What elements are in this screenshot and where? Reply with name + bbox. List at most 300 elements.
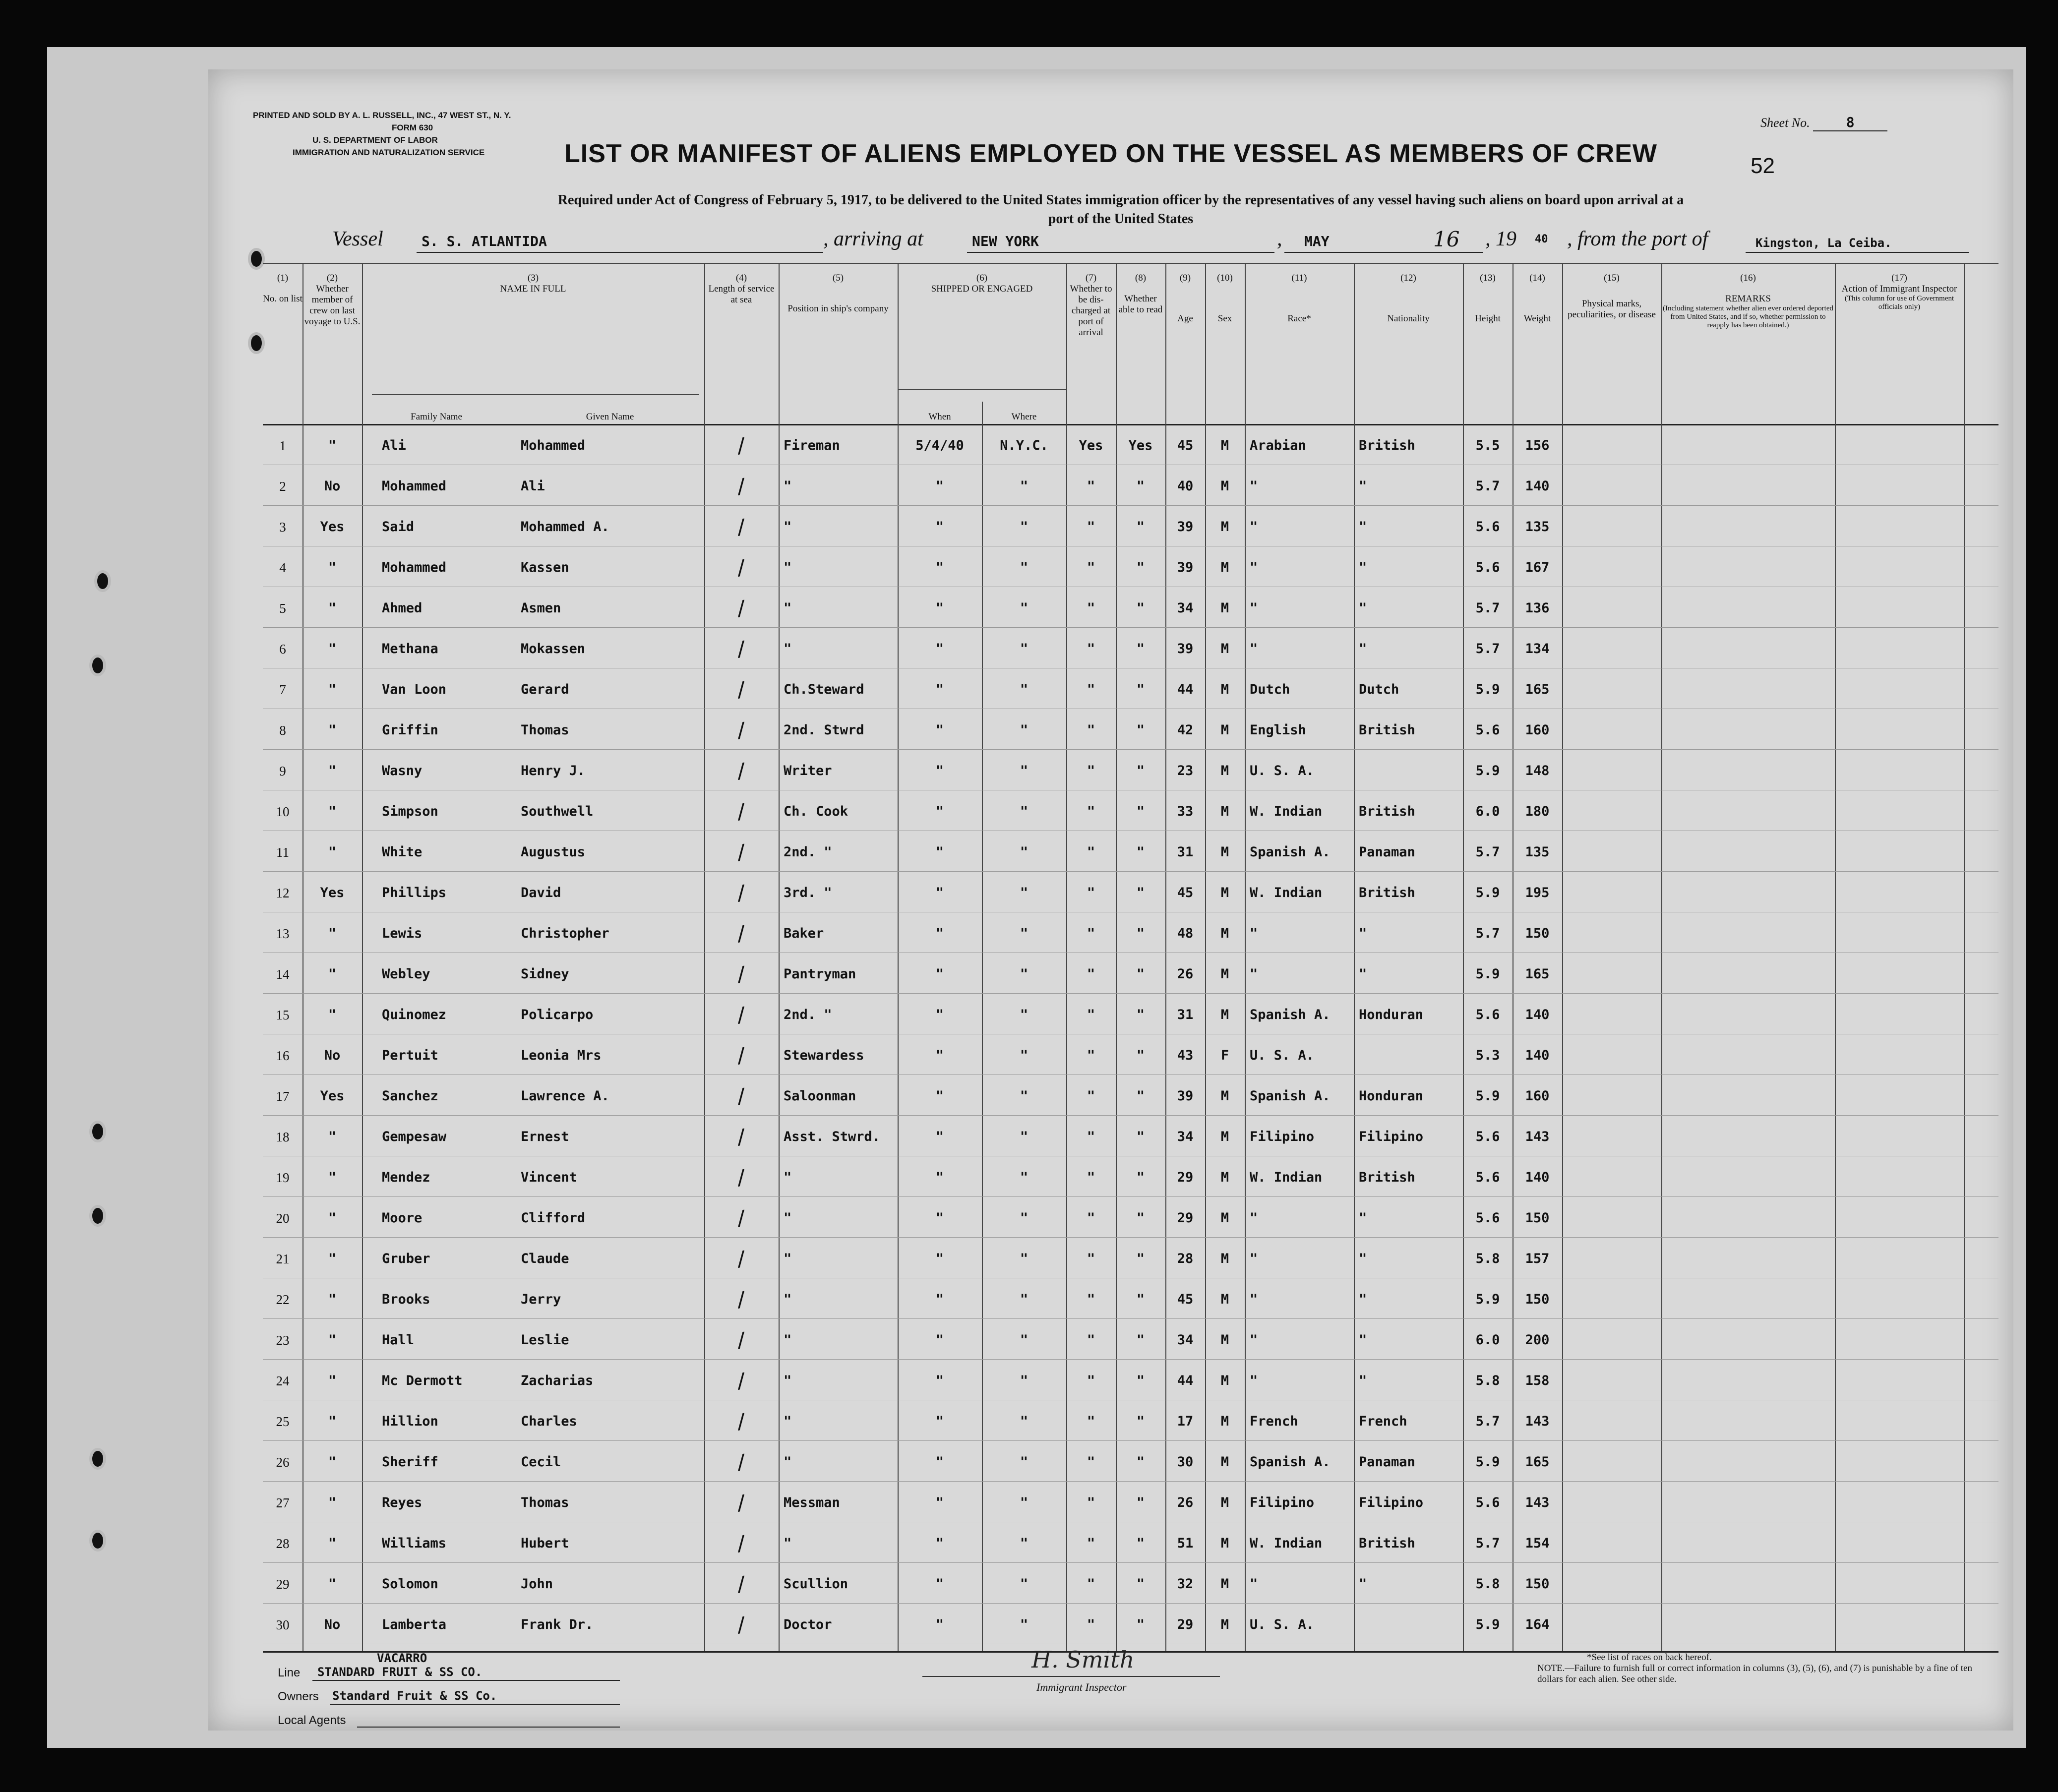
- col-6-header: (6) SHIPPED OR ENGAGED: [931, 273, 1033, 294]
- table-row: [263, 1199, 1998, 1238]
- cell-position: ": [784, 1251, 792, 1266]
- col-9-header: (9) Age: [1177, 273, 1193, 324]
- cell-no: 10: [276, 804, 290, 819]
- cell-age: 48: [1177, 926, 1194, 941]
- cell-weight: 143: [1525, 1414, 1550, 1429]
- cell-read: ": [1136, 763, 1145, 778]
- cell-given: Thomas: [521, 1495, 569, 1510]
- cell-family: Sheriff: [382, 1454, 438, 1470]
- line-value-top: VACARRO: [377, 1651, 427, 1665]
- cell-no: 3: [279, 520, 286, 535]
- cell-age: 29: [1177, 1170, 1194, 1185]
- cell-prev: ": [328, 560, 337, 575]
- table-row: [263, 1077, 1998, 1116]
- col-6a-header: When: [928, 412, 951, 422]
- cell-race: U. S. A.: [1250, 1617, 1315, 1632]
- arriving-value: NEW YORK: [972, 233, 1039, 249]
- cell-nationality: ": [1359, 1292, 1367, 1307]
- cell-sex: M: [1220, 682, 1229, 697]
- table-row: [263, 589, 1998, 628]
- cell-race: French: [1250, 1414, 1298, 1429]
- cell-when: ": [935, 1048, 944, 1063]
- cell-race: ": [1250, 1373, 1258, 1388]
- cell-where: ": [1020, 1414, 1029, 1429]
- cell-when: ": [935, 1088, 944, 1104]
- cell-height: 5.8: [1475, 1373, 1500, 1388]
- owners-label: Owners: [278, 1690, 319, 1703]
- cell-age: 43: [1177, 1048, 1194, 1063]
- punch-hole: [89, 1448, 106, 1470]
- cell-nationality: [1359, 1036, 1463, 1075]
- cell-race: W. Indian: [1250, 804, 1323, 819]
- cell-when: ": [935, 600, 944, 616]
- cell-when: ": [935, 1170, 944, 1185]
- col-13-header: (13) Height: [1475, 273, 1501, 324]
- cell-where: ": [1020, 682, 1029, 697]
- cell-age: 51: [1177, 1536, 1194, 1551]
- cell-read: ": [1136, 1536, 1145, 1551]
- cell-service: /: [733, 1043, 749, 1068]
- cell-weight: 140: [1525, 478, 1550, 494]
- cell-weight: 200: [1525, 1332, 1550, 1348]
- table-row: [263, 792, 1998, 831]
- printer-line-2: FORM 630: [392, 123, 433, 132]
- cell-race: ": [1250, 1292, 1258, 1307]
- cell-where: ": [1020, 1536, 1029, 1551]
- cell-no: 16: [276, 1048, 290, 1063]
- vessel-name: S. S. ATLANTIDA: [422, 233, 547, 249]
- cell-discharged: ": [1087, 1170, 1095, 1185]
- cell-given: Southwell: [521, 804, 594, 819]
- cell-no: 28: [276, 1536, 290, 1551]
- cell-discharged: ": [1087, 560, 1095, 575]
- cell-position: ": [784, 641, 792, 657]
- cell-race: U. S. A.: [1250, 763, 1315, 778]
- cell-read: ": [1136, 1170, 1145, 1185]
- cell-family: Gempesaw: [382, 1129, 447, 1144]
- cell-when: 5/4/40: [915, 438, 964, 453]
- cell-family: Methana: [382, 641, 438, 657]
- cell-given: Mohammed: [521, 438, 586, 453]
- cell-nationality: [1359, 752, 1463, 790]
- cell-position: ": [784, 1536, 792, 1551]
- cell-given: Frank Dr.: [521, 1617, 594, 1632]
- cell-when: ": [935, 1414, 944, 1429]
- cell-when: ": [935, 1332, 944, 1348]
- cell-race: Filipino: [1250, 1129, 1315, 1144]
- cell-no: 9: [279, 764, 286, 778]
- fine-note: NOTE.—Failure to furnish full or correct information in columns (3), (5), (6), and (7) is punishable by a fine of ten dollars for each alien. See other side.: [1537, 1663, 1972, 1684]
- table-row: [263, 711, 1998, 750]
- cell-service: /: [733, 1613, 749, 1637]
- cell-family: Wasny: [382, 763, 423, 778]
- vessel-label: Vessel: [332, 228, 383, 250]
- cell-given: Ernest: [521, 1129, 569, 1144]
- punch-hole: [89, 1121, 106, 1142]
- sheet-number: [1760, 114, 1887, 131]
- cell-nationality: Honduran: [1359, 1088, 1424, 1104]
- cell-service: /: [733, 759, 749, 783]
- cell-position: Doctor: [784, 1617, 832, 1632]
- cell-where: N.Y.C.: [1000, 438, 1048, 453]
- cell-race: Spanish A.: [1250, 1088, 1331, 1104]
- cell-age: 45: [1177, 438, 1194, 453]
- cell-nationality: British: [1359, 885, 1415, 900]
- cell-service: /: [733, 515, 749, 539]
- cell-age: 31: [1177, 844, 1194, 860]
- cell-no: 15: [276, 1008, 290, 1022]
- cell-when: ": [935, 560, 944, 575]
- cell-age: 29: [1177, 1210, 1194, 1226]
- cell-prev: ": [328, 1251, 337, 1266]
- cell-position: ": [784, 1373, 792, 1388]
- cell-height: 5.7: [1475, 1414, 1500, 1429]
- cell-when: ": [935, 1536, 944, 1551]
- cell-prev: ": [328, 1210, 337, 1226]
- cell-service: /: [733, 596, 749, 621]
- cell-discharged: ": [1087, 682, 1095, 697]
- cell-service: /: [733, 1084, 749, 1109]
- cell-discharged: ": [1087, 1332, 1095, 1348]
- cell-where: ": [1020, 966, 1029, 982]
- cell-nationality: Panaman: [1359, 844, 1415, 860]
- cell-no: 22: [276, 1292, 290, 1307]
- cell-weight: 164: [1525, 1617, 1550, 1632]
- cell-where: ": [1020, 1373, 1029, 1388]
- cell-where: ": [1020, 1292, 1029, 1307]
- cell-height: 5.8: [1475, 1576, 1500, 1592]
- cell-prev: ": [328, 1576, 337, 1592]
- cell-family: Simpson: [382, 804, 438, 819]
- cell-age: 26: [1177, 1495, 1194, 1510]
- col-2-header: (2) Whether member of crew on last voyage to U.S.: [304, 273, 361, 327]
- cell-nationality: British: [1359, 1536, 1415, 1551]
- cell-position: ": [784, 519, 792, 535]
- cell-race: ": [1250, 641, 1258, 657]
- table-row: [263, 1362, 1998, 1400]
- cell-service: /: [733, 881, 749, 905]
- cell-sex: M: [1220, 885, 1229, 900]
- cell-discharged: ": [1087, 1617, 1095, 1632]
- col-15-header: (15) Physical marks, peculiarities, or disease: [1568, 273, 1656, 320]
- cell-race: ": [1250, 519, 1258, 535]
- cell-sex: M: [1220, 641, 1229, 657]
- cell-service: /: [733, 1247, 749, 1271]
- arriving-label: , arriving at: [823, 228, 923, 250]
- cell-family: White: [382, 844, 423, 860]
- cell-family: Mohammed: [382, 560, 447, 575]
- owners-value: Standard Fruit & SS Co.: [332, 1689, 497, 1703]
- cell-when: ": [935, 1129, 944, 1144]
- cell-prev: ": [328, 804, 337, 819]
- cell-family: Hillion: [382, 1414, 438, 1429]
- cell-sex: M: [1220, 1088, 1229, 1104]
- cell-weight: 165: [1525, 1454, 1550, 1470]
- cell-nationality: ": [1359, 519, 1367, 535]
- cell-race: U. S. A.: [1250, 1048, 1315, 1063]
- cell-family: Griffin: [382, 722, 438, 738]
- cell-discharged: ": [1087, 519, 1095, 535]
- cell-given: Leonia Mrs: [521, 1048, 602, 1063]
- cell-height: 5.6: [1475, 1007, 1500, 1022]
- cell-read: ": [1136, 519, 1145, 535]
- cell-prev: ": [328, 1495, 337, 1510]
- cell-no: 6: [279, 642, 286, 657]
- cell-service: /: [733, 1287, 749, 1312]
- cell-given: Zacharias: [521, 1373, 594, 1388]
- cell-position: Ch. Cook: [784, 804, 848, 819]
- cell-position: 3rd. ": [784, 885, 832, 900]
- cell-prev: Yes: [320, 885, 345, 900]
- cell-where: ": [1020, 600, 1029, 616]
- cell-when: ": [935, 1617, 944, 1632]
- from-port-value: Kingston, La Ceiba.: [1755, 236, 1892, 250]
- cell-where: ": [1020, 478, 1029, 494]
- cell-prev: Yes: [320, 1088, 345, 1104]
- cell-prev: No: [324, 1048, 341, 1063]
- cell-race: ": [1250, 1210, 1258, 1226]
- cell-discharged: ": [1087, 1007, 1095, 1022]
- cell-sex: M: [1220, 1129, 1229, 1144]
- printer-line-4: IMMIGRATION AND NATURALIZATION SERVICE: [293, 148, 485, 157]
- cell-prev: ": [328, 641, 337, 657]
- cell-given: Ali: [521, 478, 545, 494]
- cell-prev: ": [328, 1536, 337, 1551]
- cell-no: 14: [276, 967, 290, 982]
- cell-position: ": [784, 600, 792, 616]
- table-row: [263, 1606, 1998, 1644]
- cell-nationality: Filipino: [1359, 1129, 1424, 1144]
- cell-position: ": [784, 478, 792, 494]
- cell-when: ": [935, 763, 944, 778]
- cell-prev: ": [328, 1414, 337, 1429]
- year-value: 40: [1535, 233, 1548, 245]
- cell-weight: 150: [1525, 1292, 1550, 1307]
- cell-given: Kassen: [521, 560, 569, 575]
- cell-age: 26: [1177, 966, 1194, 982]
- required-statement: [352, 191, 1889, 229]
- cell-height: 5.9: [1475, 1454, 1500, 1470]
- cell-race: ": [1250, 478, 1258, 494]
- cell-nationality: Panaman: [1359, 1454, 1415, 1470]
- cell-given: Asmen: [521, 600, 561, 616]
- cell-prev: No: [324, 1617, 341, 1632]
- cell-discharged: ": [1087, 926, 1095, 941]
- cell-read: ": [1136, 885, 1145, 900]
- cell-age: 44: [1177, 1373, 1194, 1388]
- cell-given: Sidney: [521, 966, 569, 982]
- cell-age: 42: [1177, 722, 1194, 738]
- cell-discharged: ": [1087, 1088, 1095, 1104]
- cell-height: 5.6: [1475, 1170, 1500, 1185]
- cell-no: 24: [276, 1374, 290, 1388]
- cell-nationality: ": [1359, 1251, 1367, 1266]
- cell-sex: M: [1220, 1332, 1229, 1348]
- cell-discharged: ": [1087, 1576, 1095, 1592]
- cell-when: ": [935, 1454, 944, 1470]
- cell-weight: 157: [1525, 1251, 1550, 1266]
- cell-height: 5.9: [1475, 1292, 1500, 1307]
- cell-family: Brooks: [382, 1292, 430, 1307]
- cell-given: Claude: [521, 1251, 569, 1266]
- cell-height: 5.9: [1475, 1617, 1500, 1632]
- cell-prev: ": [328, 1170, 337, 1185]
- cell-given: Leslie: [521, 1332, 569, 1348]
- cell-service: /: [733, 1206, 749, 1231]
- punch-hole: [248, 332, 265, 354]
- cell-prev: Yes: [320, 519, 345, 535]
- crew-table: [263, 263, 1998, 1651]
- punch-hole: [248, 248, 265, 270]
- cell-service: /: [733, 677, 749, 702]
- table-row: [263, 1565, 1998, 1604]
- cell-service: /: [733, 1572, 749, 1597]
- table-row: [263, 874, 1998, 912]
- cell-given: Mokassen: [521, 641, 586, 657]
- cell-sex: M: [1220, 804, 1229, 819]
- cell-age: 33: [1177, 804, 1194, 819]
- cell-sex: M: [1220, 600, 1229, 616]
- cell-where: ": [1020, 1048, 1029, 1063]
- cell-read: ": [1136, 1088, 1145, 1104]
- cell-read: ": [1136, 1414, 1145, 1429]
- table-row: [263, 833, 1998, 872]
- cell-when: ": [935, 1576, 944, 1592]
- cell-service: /: [733, 921, 749, 946]
- punch-hole: [89, 655, 106, 676]
- cell-service: /: [733, 1409, 749, 1434]
- cell-weight: 136: [1525, 600, 1550, 616]
- cell-weight: 156: [1525, 438, 1550, 453]
- cell-race: Spanish A.: [1250, 844, 1331, 860]
- cell-discharged: ": [1087, 885, 1095, 900]
- cell-height: 5.7: [1475, 844, 1500, 860]
- cell-weight: 150: [1525, 926, 1550, 941]
- cell-service: /: [733, 1369, 749, 1393]
- cell-discharged: ": [1087, 844, 1095, 860]
- cell-read: ": [1136, 1495, 1145, 1510]
- cell-given: Jerry: [521, 1292, 561, 1307]
- cell-position: ": [784, 560, 792, 575]
- line-label: Line: [278, 1666, 301, 1679]
- cell-nationality: Dutch: [1359, 682, 1399, 697]
- cell-nationality: ": [1359, 1210, 1367, 1226]
- table-row: [263, 1321, 1998, 1360]
- cell-height: 5.6: [1475, 560, 1500, 575]
- table-row: [263, 670, 1998, 709]
- cell-where: ": [1020, 1617, 1029, 1632]
- cell-prev: ": [328, 600, 337, 616]
- cell-discharged: ": [1087, 1251, 1095, 1266]
- cell-given: Gerard: [521, 682, 569, 697]
- cell-race: W. Indian: [1250, 885, 1323, 900]
- punch-hole: [89, 1530, 106, 1552]
- table-row: [263, 1443, 1998, 1482]
- cell-weight: 158: [1525, 1373, 1550, 1388]
- col-12-header: (12) Nationality: [1387, 273, 1430, 324]
- col-1-header: (1) No. on list: [263, 273, 303, 304]
- cell-age: 40: [1177, 478, 1194, 494]
- cell-age: 30: [1177, 1454, 1194, 1470]
- cell-no: 12: [276, 886, 290, 900]
- cell-read: ": [1136, 641, 1145, 657]
- cell-age: 23: [1177, 763, 1194, 778]
- cell-when: ": [935, 519, 944, 535]
- cell-family: Van Loon: [382, 682, 447, 697]
- cell-weight: 154: [1525, 1536, 1550, 1551]
- cell-when: ": [935, 966, 944, 982]
- cell-read: ": [1136, 844, 1145, 860]
- cell-given: Thomas: [521, 722, 569, 738]
- cell-race: Dutch: [1250, 682, 1290, 697]
- cell-height: 5.9: [1475, 682, 1500, 697]
- cell-where: ": [1020, 1332, 1029, 1348]
- cell-given: Charles: [521, 1414, 577, 1429]
- cell-given: Henry J.: [521, 763, 586, 778]
- cell-when: ": [935, 478, 944, 494]
- cell-age: 34: [1177, 1129, 1194, 1144]
- cell-weight: 140: [1525, 1170, 1550, 1185]
- cell-family: Pertuit: [382, 1048, 438, 1063]
- cell-where: ": [1020, 560, 1029, 575]
- cell-sex: M: [1220, 1576, 1229, 1592]
- arrival-day: 16: [1433, 227, 1460, 251]
- cell-no: 20: [276, 1211, 290, 1226]
- cell-age: 34: [1177, 1332, 1194, 1348]
- cell-nationality: Filipino: [1359, 1495, 1424, 1510]
- cell-where: ": [1020, 763, 1029, 778]
- cell-service: /: [733, 718, 749, 743]
- sheet-label: Sheet No.: [1760, 116, 1810, 130]
- cell-where: ": [1020, 1088, 1029, 1104]
- cell-nationality: ": [1359, 560, 1367, 575]
- cell-weight: 135: [1525, 844, 1550, 860]
- cell-age: 45: [1177, 1292, 1194, 1307]
- table-row: [263, 752, 1998, 790]
- cell-race: Arabian: [1250, 438, 1306, 453]
- cell-given: Hubert: [521, 1536, 569, 1551]
- table-row: [263, 630, 1998, 668]
- cell-read: ": [1136, 600, 1145, 616]
- cell-sex: M: [1220, 560, 1229, 575]
- cell-position: Scullion: [784, 1576, 848, 1592]
- table-row: [263, 1524, 1998, 1563]
- cell-discharged: ": [1087, 1373, 1095, 1388]
- cell-given: Christopher: [521, 926, 609, 941]
- cell-family: Lewis: [382, 926, 423, 941]
- cell-nationality: British: [1359, 804, 1415, 819]
- cell-sex: M: [1220, 722, 1229, 738]
- cell-where: ": [1020, 885, 1029, 900]
- cell-position: 2nd. Stwrd: [784, 722, 864, 738]
- cell-race: ": [1250, 1576, 1258, 1592]
- cell-sex: M: [1220, 966, 1229, 982]
- cell-discharged: ": [1087, 1129, 1095, 1144]
- cell-service: /: [733, 1531, 749, 1556]
- cell-when: ": [935, 682, 944, 697]
- cell-given: Clifford: [521, 1210, 586, 1226]
- cell-weight: 143: [1525, 1495, 1550, 1510]
- cell-when: ": [935, 1210, 944, 1226]
- cell-when: ": [935, 926, 944, 941]
- cell-weight: 143: [1525, 1129, 1550, 1144]
- cell-prev: ": [328, 1332, 337, 1348]
- cell-read: ": [1136, 1292, 1145, 1307]
- cell-height: 5.6: [1475, 1129, 1500, 1144]
- cell-where: ": [1020, 1454, 1029, 1470]
- cell-read: ": [1136, 1373, 1145, 1388]
- cell-where: ": [1020, 1251, 1029, 1266]
